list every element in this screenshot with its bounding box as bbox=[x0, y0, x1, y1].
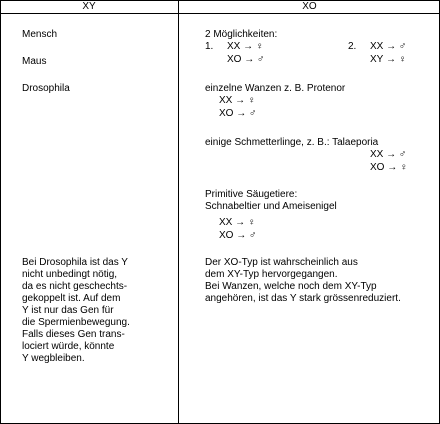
option-1-line-1: XX → ♀ bbox=[227, 41, 264, 52]
note-line: nicht unbedingt nötig, bbox=[22, 269, 118, 280]
option-2-line-1: XX → ♂ bbox=[370, 41, 407, 52]
schmetterlinge-line-1: XX → ♂ bbox=[370, 149, 407, 160]
schmetterlinge-line-2: XO → ♀ bbox=[370, 162, 408, 173]
saeugetiere-line-2: XO → ♂ bbox=[219, 230, 257, 241]
note-line: Falls dieses Gen trans- bbox=[22, 329, 125, 340]
saeugetiere-title-2: Schnabeltier und Ameisenigel bbox=[205, 201, 337, 212]
note-line: Bei Wanzen, welche noch dem XY-Typ bbox=[205, 281, 377, 292]
note-line: gekoppelt ist. Auf dem bbox=[22, 293, 121, 304]
note-line: da es nicht geschechts- bbox=[22, 281, 128, 292]
option-2-line-2: XY → ♀ bbox=[370, 54, 407, 65]
column-divider bbox=[178, 0, 179, 424]
column-header-xo: XO bbox=[302, 1, 317, 12]
note-line: Y wegbleiben. bbox=[22, 353, 85, 364]
column-header-xy: XY bbox=[82, 1, 96, 12]
option-1-number: 1. bbox=[205, 41, 214, 52]
species-maus: Maus bbox=[22, 56, 47, 67]
note-line: die Spermienbewegung. bbox=[22, 317, 130, 328]
schmetterlinge-title: einige Schmetterlinge, z. B.: Talaeporia bbox=[205, 137, 379, 148]
saeugetiere-title-1: Primitive Säugetiere: bbox=[205, 189, 298, 200]
species-drosophila: Drosophila bbox=[22, 83, 70, 94]
possibilities-title: 2 Möglichkeiten: bbox=[205, 29, 278, 40]
species-mensch: Mensch bbox=[22, 29, 58, 40]
note-line: Der XO-Typ ist wahrscheinlich aus bbox=[205, 257, 358, 268]
option-2-number: 2. bbox=[348, 41, 357, 52]
note-line: Y ist nur das Gen für bbox=[22, 305, 114, 316]
wanzen-line-2: XO → ♂ bbox=[219, 108, 257, 119]
header-divider bbox=[0, 13, 440, 14]
option-1-line-2: XO → ♂ bbox=[227, 54, 265, 65]
note-line: Bei Drosophila ist das Y bbox=[22, 257, 128, 268]
wanzen-line-1: XX → ♀ bbox=[219, 95, 256, 106]
note-line: dem XY-Typ hervorgegangen. bbox=[205, 269, 338, 280]
note-line: lociert würde, könnte bbox=[22, 341, 115, 352]
saeugetiere-line-1: XX → ♀ bbox=[219, 217, 256, 228]
wanzen-title: einzelne Wanzen z. B. Protenor bbox=[205, 83, 346, 94]
note-line: angehören, ist das Y stark grössenreduziert. bbox=[205, 293, 401, 304]
